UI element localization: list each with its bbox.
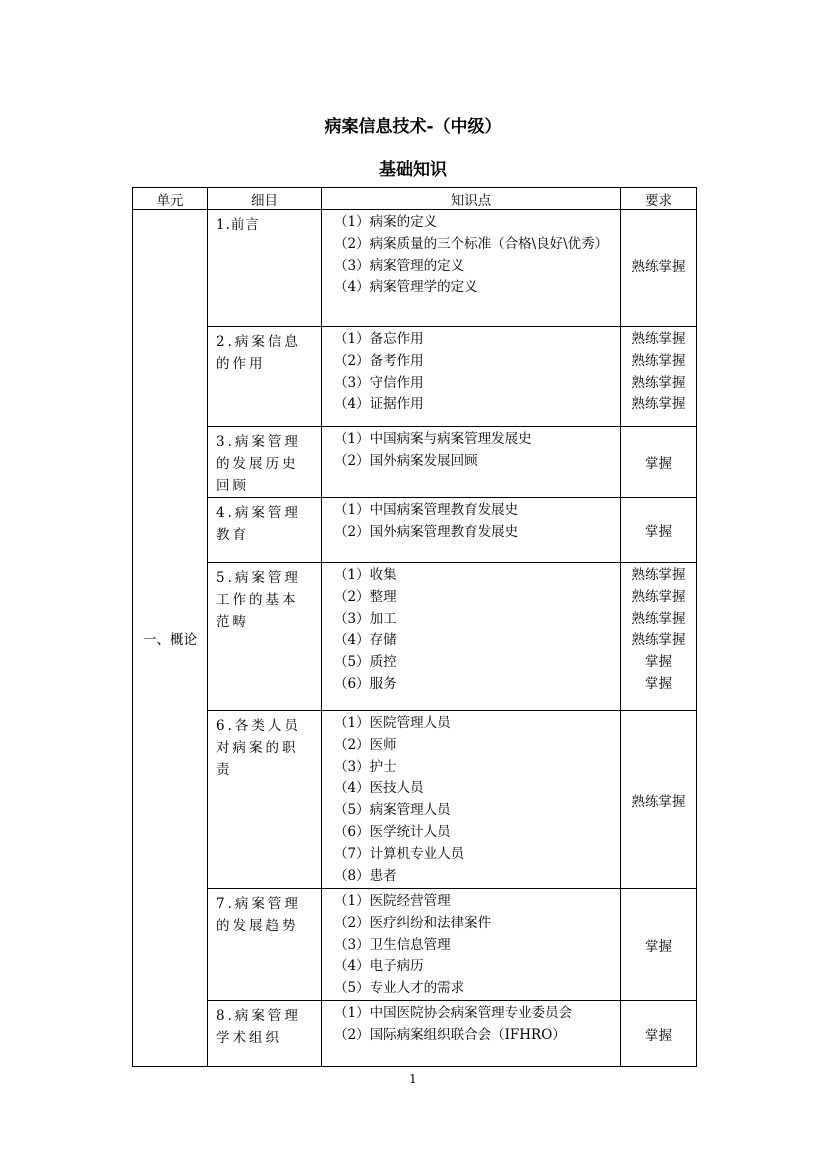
page-number: 1 xyxy=(409,1072,417,1086)
list-item: （2）医疗纠纷和法律案件 xyxy=(334,914,492,931)
points-cell xyxy=(322,1001,621,1067)
list-item: （4）证据作用 xyxy=(334,396,424,413)
requirement-item: 熟练掌握 xyxy=(631,588,686,605)
list-item: （1）医院管理人员 xyxy=(334,715,451,731)
document-subtitle: 基础知识 xyxy=(379,160,447,180)
requirement-cell: 掌握 xyxy=(621,498,697,563)
list-item: （1）病案的定义 xyxy=(334,214,438,230)
list-item: （2）病案质量的三个标准（合格\良好\优秀） xyxy=(334,235,609,252)
header-requirement: 要求 xyxy=(621,188,697,210)
subject-cell: 5.病案管理工作的基本范畴 xyxy=(208,563,322,711)
list-item: （2）国际病案组织联合会（IFHRO） xyxy=(334,1026,566,1043)
subject-cell: 8.病案管理学术组织 xyxy=(208,1001,322,1067)
table-row xyxy=(133,498,697,563)
list-item: （2）整理 xyxy=(334,588,397,605)
requirement-cell: 掌握 xyxy=(621,889,697,1001)
list-item: （4）病案管理学的定义 xyxy=(334,279,478,296)
list-item: （4）电子病历 xyxy=(334,958,424,975)
syllabus-table xyxy=(132,187,697,1067)
table-header-row xyxy=(133,188,697,210)
list-item: （1）备忘作用 xyxy=(334,331,424,347)
list-item: （3）护士 xyxy=(334,758,397,775)
list-item: （5）病案管理人员 xyxy=(334,802,451,819)
document-title: 病案信息技术-（中级） xyxy=(324,117,502,137)
subject-cell: 2.病案信息的作用 xyxy=(208,327,322,427)
list-item: （4）医技人员 xyxy=(334,780,424,797)
list-item: （1）收集 xyxy=(334,567,397,583)
requirement-item: 熟练掌握 xyxy=(631,374,686,391)
requirement-cell xyxy=(621,327,697,427)
subject-cell: 6.各类人员对病案的职责 xyxy=(208,711,322,889)
header-points: 知识点 xyxy=(322,188,621,210)
table-row xyxy=(133,210,697,327)
list-item: （1）中国医院协会病案管理专业委员会 xyxy=(334,1005,573,1021)
list-item: （2）医师 xyxy=(334,736,397,753)
table-row xyxy=(133,427,697,498)
list-item: （3）守信作用 xyxy=(334,374,424,391)
list-item: （1）中国病案管理教育发展史 xyxy=(334,502,519,518)
header-unit: 单元 xyxy=(133,188,208,210)
requirement-item: 熟练掌握 xyxy=(631,567,686,583)
points-cell xyxy=(322,711,621,889)
table-row xyxy=(133,327,697,427)
list-item: （1）医院经营管理 xyxy=(334,893,451,909)
points-cell xyxy=(322,327,621,427)
points-cell xyxy=(322,498,621,563)
subject-cell: 7.病案管理的发展趋势 xyxy=(208,889,322,1001)
requirement-item: 熟练掌握 xyxy=(631,352,686,369)
requirement-item: 熟练掌握 xyxy=(631,632,686,649)
requirement-item: 熟练掌握 xyxy=(631,331,686,347)
list-item: （2）国外病案管理教育发展史 xyxy=(334,523,519,540)
list-item: （3）病案管理的定义 xyxy=(334,257,465,274)
list-item: （8）患者 xyxy=(334,867,397,884)
subject-cell: 4.病案管理教育 xyxy=(208,498,322,563)
list-item: （6）医学统计人员 xyxy=(334,823,451,840)
list-item: （7）计算机专业人员 xyxy=(334,845,465,862)
requirement-cell: 掌握 xyxy=(621,427,697,498)
points-cell xyxy=(322,210,621,327)
list-item: （3）卫生信息管理 xyxy=(334,936,451,953)
header-subject: 细目 xyxy=(208,188,322,210)
requirement-cell: 掌握 xyxy=(621,1001,697,1067)
points-cell xyxy=(322,427,621,498)
requirement-item: 熟练掌握 xyxy=(631,610,686,627)
table-row xyxy=(133,1001,697,1067)
list-item: （4）存储 xyxy=(334,632,397,649)
list-item: （6）服务 xyxy=(334,675,397,692)
points-cell xyxy=(322,563,621,711)
requirement-item: 熟练掌握 xyxy=(631,396,686,413)
list-item: （2）备考作用 xyxy=(334,352,424,369)
points-cell xyxy=(322,889,621,1001)
list-item: （2）国外病案发展回顾 xyxy=(334,452,478,469)
requirement-item: 掌握 xyxy=(645,675,672,692)
table-row xyxy=(133,889,697,1001)
list-item: （5）质控 xyxy=(334,654,397,671)
list-item: （1）中国病案与病案管理发展史 xyxy=(334,431,532,447)
unit-cell: 一、概论 xyxy=(133,210,208,1067)
table-row xyxy=(133,563,697,711)
requirement-cell xyxy=(621,563,697,711)
list-item: （5）专业人才的需求 xyxy=(334,980,465,997)
table-row xyxy=(133,711,697,889)
list-item: （3）加工 xyxy=(334,610,397,627)
subject-cell: 3.病案管理的发展历史回顾 xyxy=(208,427,322,498)
subject-cell: 1.前言 xyxy=(208,210,322,327)
requirement-cell: 熟练掌握 xyxy=(621,210,697,327)
requirement-cell: 熟练掌握 xyxy=(621,711,697,889)
requirement-item: 掌握 xyxy=(645,654,672,671)
